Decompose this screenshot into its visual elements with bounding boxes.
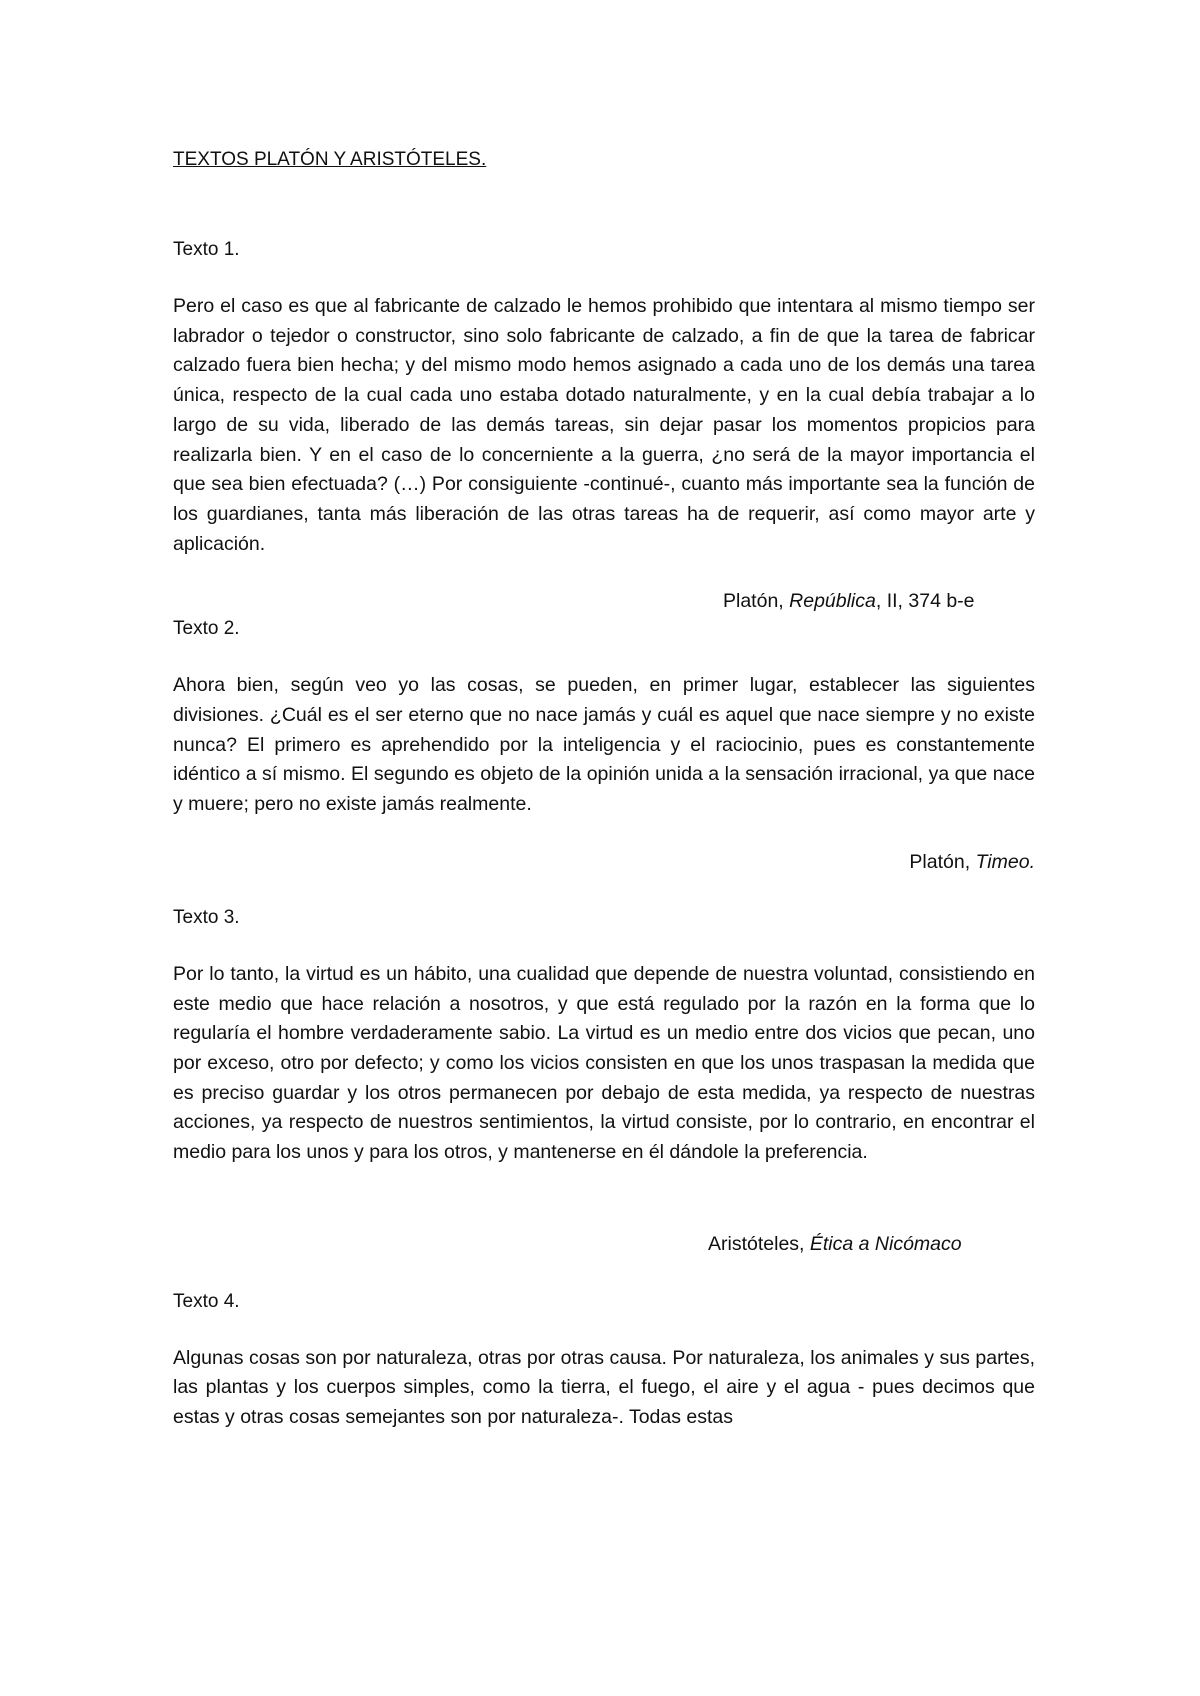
citation-3 bbox=[708, 1230, 1035, 1258]
document-title: TEXTOS PLATÓN Y ARISTÓTELES. bbox=[173, 149, 487, 170]
citation-work-3: Ética a Nicómaco bbox=[809, 1232, 962, 1255]
citation-author-1: Platón, bbox=[723, 590, 790, 613]
text-section-2 bbox=[173, 615, 1035, 904]
text-body-4: Algunas cosas son por naturaleza, otras por otras causa. Por naturaleza, los animales y sus partes, las plantas y los cuerpos simples, como la tierra, el fuego, el aire y el agua - pues decimos que estas y otras cosas semejantes son por naturaleza-. Todas estas bbox=[173, 1346, 1035, 1429]
text-heading-4: Texto 4. bbox=[173, 1290, 240, 1312]
citation-2 bbox=[173, 848, 1035, 876]
text-heading-3: Texto 3. bbox=[173, 906, 240, 928]
citation-work-1: República bbox=[789, 590, 876, 613]
text-body-3: Por lo tanto, la virtud es un hábito, una cualidad que depende de nuestra voluntad, consistiendo en este medio que hace relación a nosotros, y que está regulado por la razón en la forma que lo regularía el hombre verdaderamente sabio. La virtud es un medio entre dos vicios que pecan, uno por exceso, otro por defecto; y como los vicios consisten en que los unos traspasan la medida que es preciso guardar y los otros permanecen por debajo de esta medida, ya respecto de nuestras acciones, ya respecto de nuestros sentimientos, la virtud consiste, por lo contrario, en encontrar el medio para los unos y para los otros, y mantenerse en él dándole la preferencia. bbox=[173, 962, 1035, 1164]
citation-1 bbox=[723, 587, 1035, 615]
document-content bbox=[173, 146, 1035, 1433]
citation-author-2: Platón, bbox=[909, 850, 976, 873]
citation-author-3: Aristóteles, bbox=[708, 1232, 810, 1255]
text-heading-1: Texto 1. bbox=[173, 239, 240, 260]
citation-work-2: Timeo. bbox=[975, 850, 1035, 873]
text-body-2: Ahora bien, según veo yo las cosas, se pueden, en primer lugar, establecer las siguientes divisiones. ¿Cuál es el ser eterno que no nace jamás y cuál es aquel que nace siempre y no existe nunca? El primero es aprehendido por la inteligencia y el raciocinio, pues es constantemente idéntico a sí mismo. El segundo es objeto de la opinión unida a la sensación irracional, ya que nace y muere; pero no existe jamás realmente. bbox=[173, 674, 1035, 816]
text-section-3 bbox=[173, 904, 1035, 1288]
text-section-4 bbox=[173, 1288, 1035, 1433]
text-body-1: Pero el caso es que al fabricante de calzado le hemos prohibido que intentara al mismo tiempo ser labrador o tejedor o constructor, sino solo fabricante de calzado, a fin de que la tarea de fabricar calzado fuera bien hecha; y del mismo modo hemos asignado a cada uno de los demás una tarea única, respecto de la cual cada uno estaba dotado naturalmente, y en la cual debía trabajar a lo largo de su vida, liberado de las demás tareas, sin dejar pasar los momentos propicios para realizarla bien. Y en el caso de lo concerniente a la guerra, ¿no será de la mayor importancia el que sea bien efectuada? (…) Por consiguiente -continué-, cuanto más importante sea la función de los guardianes, tanta más liberación de las otras tareas ha de requerir, así como mayor arte y aplicación. bbox=[173, 295, 1035, 555]
text-heading-2: Texto 2. bbox=[173, 618, 240, 640]
citation-ref-1: , II, 374 b-e bbox=[875, 590, 975, 613]
text-section-1 bbox=[173, 236, 1035, 615]
